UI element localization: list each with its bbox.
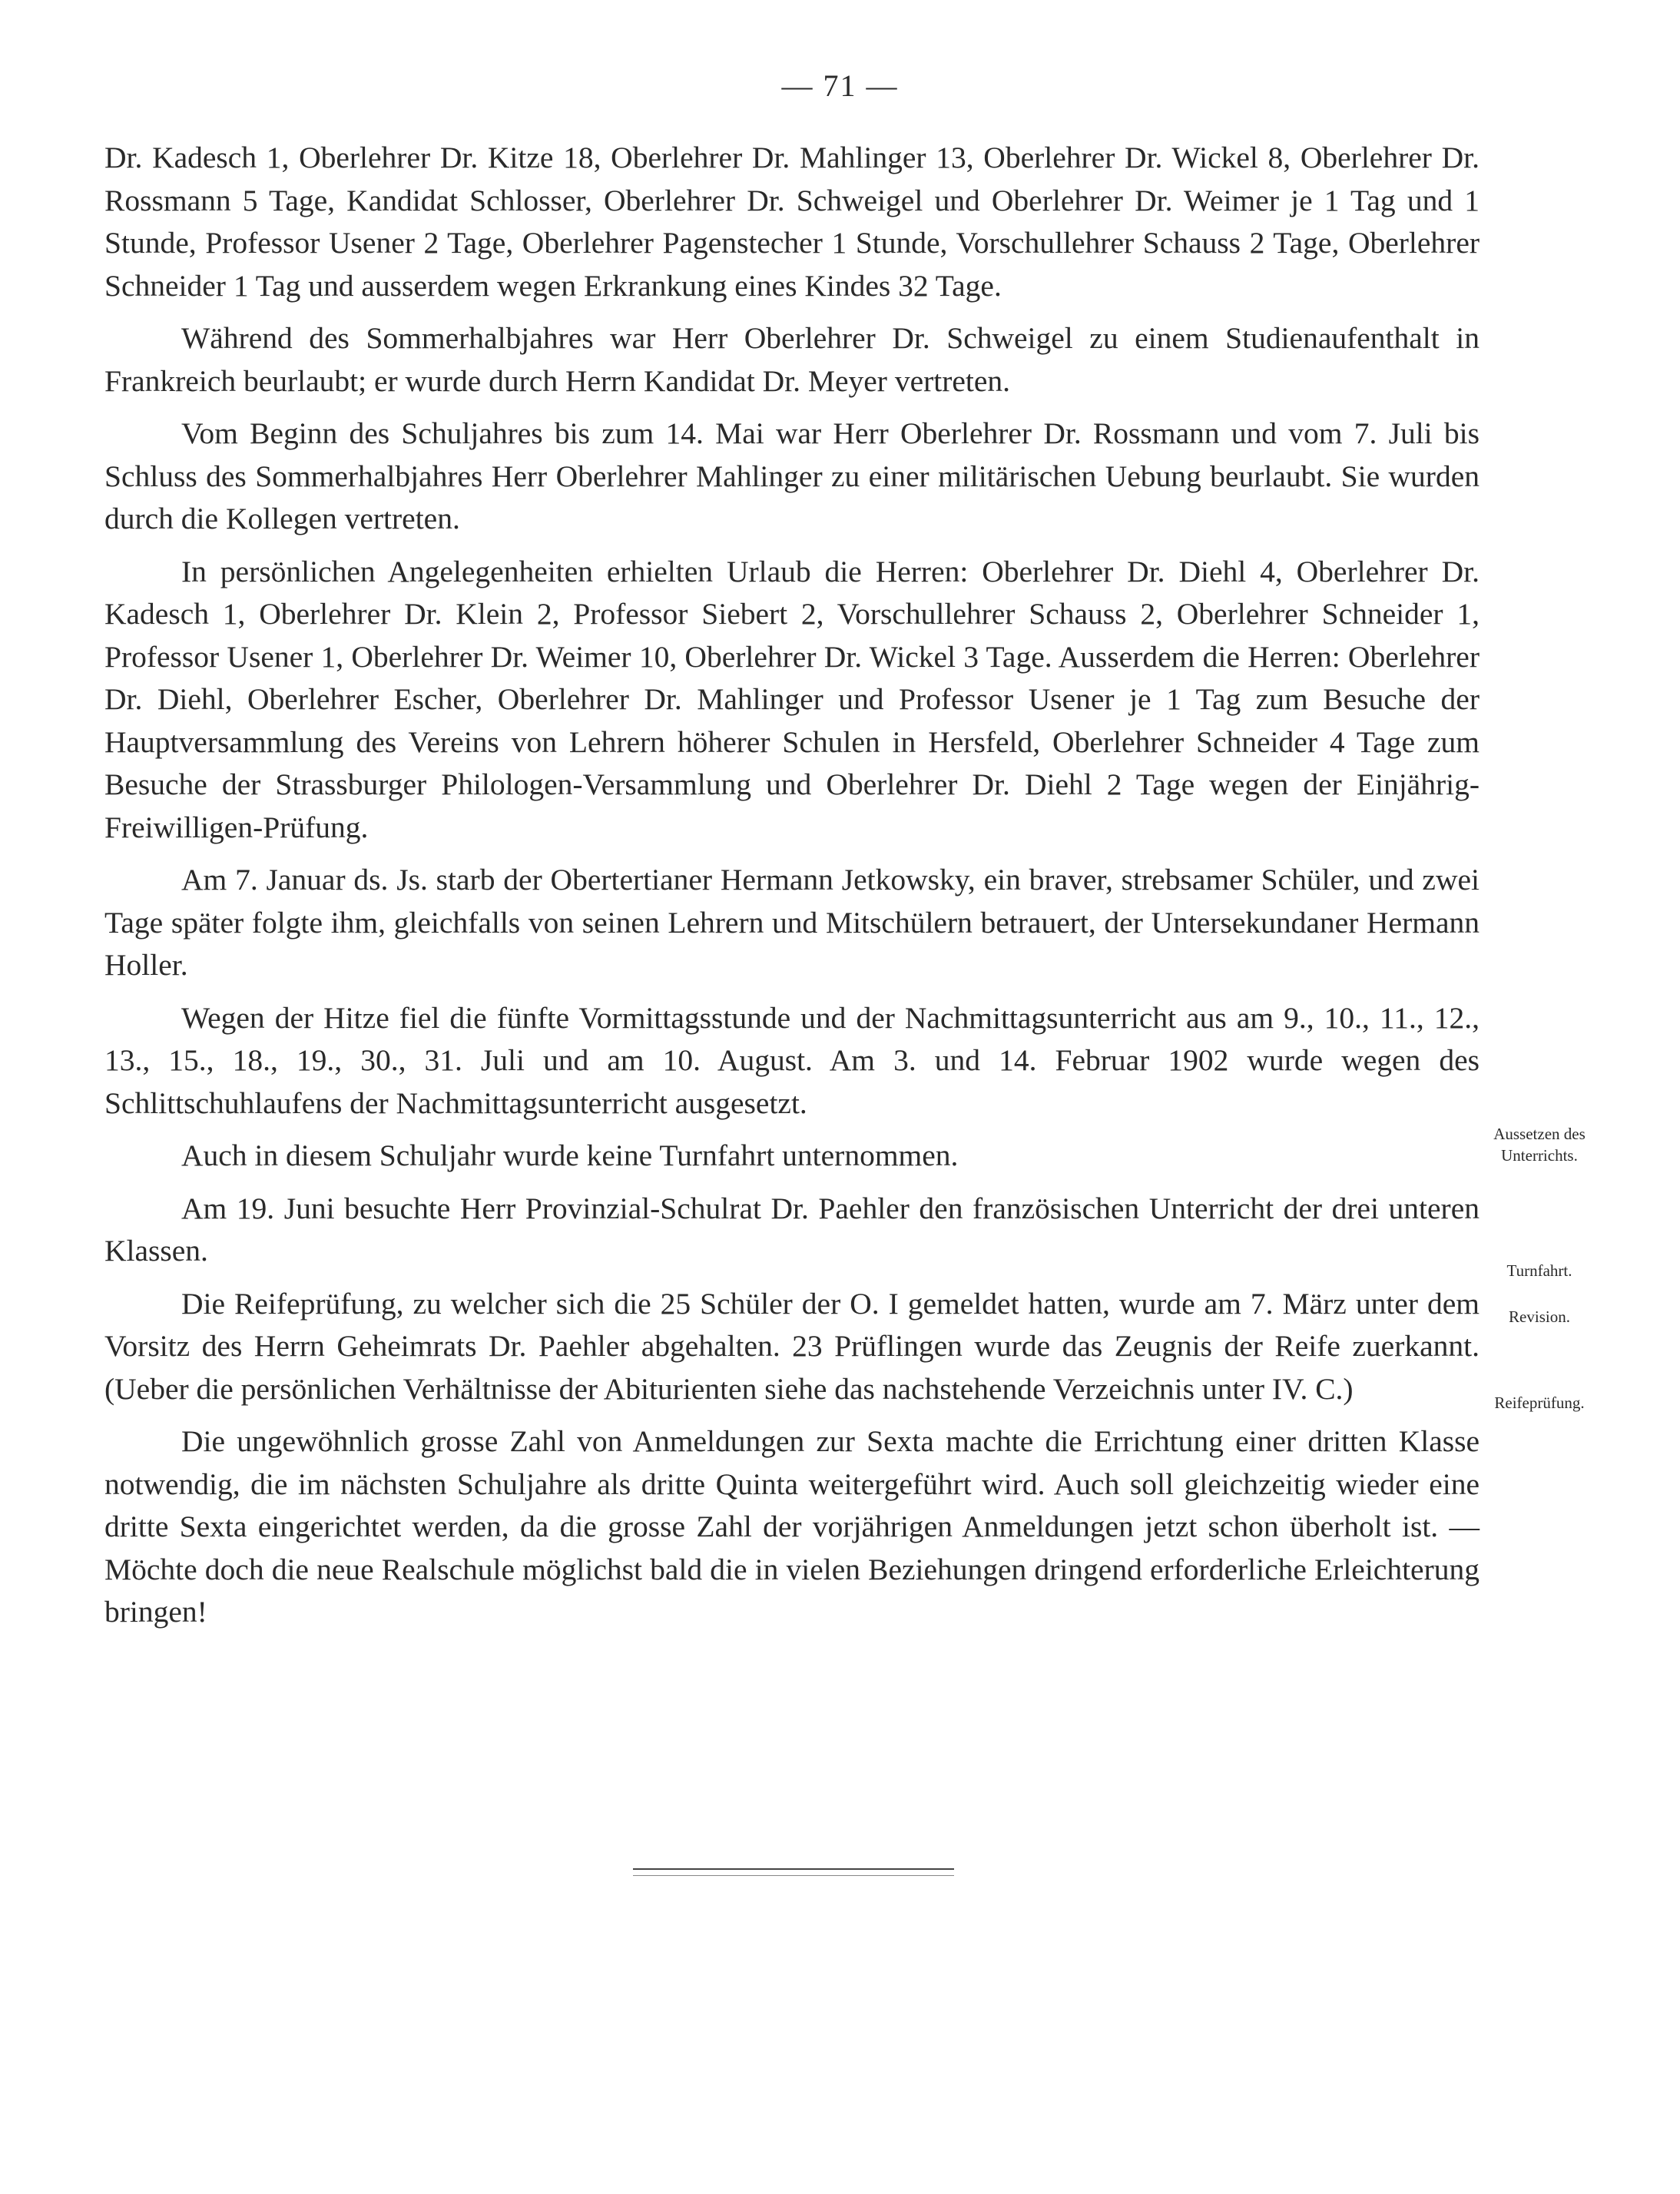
paragraph-absences: Dr. Kadesch 1, Oberlehrer Dr. Kitze 18, Oberlehrer Dr. Mahlinger 13, Oberlehrer Dr. Wickel 8, Oberlehrer Dr. Rossmann 5 Tage, Kandidat Schlosser, Oberlehrer Dr. Schweigel und Oberlehrer Dr. Weimer je 1 Tag und 1 Stunde, Professor Usener 2 Tage, Oberlehrer Pagenstecher 1 Stunde, Vorschullehrer Schauss 2 Tage, Oberlehrer Schneider 1 Tag und ausserdem wegen Erkrankung eines Kindes 32 Tage. [104,141,1480,303]
paragraph-turnfahrt: Auch in diesem Schuljahr wurde keine Turnfahrt unternommen. [181,1138,959,1172]
margin-note-reifepruefung: Reifeprüfung. [1494,1394,1585,1412]
paragraph-reifepruefung: Die Reifeprüfung, zu welcher sich die 25 Schüler der O. I gemeldet hatten, wurde am 7. März unter dem Vorsitz des Herrn Geheimrats Dr. Paehler abgehalten. 23 Prüflingen wurde das Zeugnis der Reife zuerkannt. (Ueber die persönlichen Verhältnisse der Abiturienten siehe das nachstehende Verzeichnis unter IV. C.) [104,1286,1480,1406]
margin-note-aussetzen: Aussetzen des Unterrichts. [1493,1125,1586,1165]
paragraph-new-class: Die ungewöhnlich grosse Zahl von Anmeldungen zur Sexta machte die Errichtung einer dritten Klasse notwendig, die im nächsten Schuljahre als dritte Quinta weitergeführt wird. Auch soll gleichzeitig wieder eine dritte Sexta eingerichtet werden, da die grosse Zahl der vorjährigen Anmeldungen jetzt schon überholt ist. — Möchte doch die neue Realschule möglichst bald die in vielen Beziehungen dringend erforderliche Erleichterung bringen! [104,1424,1480,1629]
body-text [104,137,1480,1644]
page-number: — 71 — [781,68,899,103]
margin-note-revision: Revision. [1509,1307,1570,1326]
paragraph-study-leave: Während des Sommerhalbjahres war Herr Oberlehrer Dr. Schweigel zu einem Studienaufenthalt in Frankreich beurlaubt; er wurde durch Herrn Kandidat Dr. Meyer vertreten. [104,321,1480,398]
paragraph-obituary: Am 7. Januar ds. Js. starb der Obertertianer Hermann Jetkowsky, ein braver, strebsamer Schüler, und zwei Tage später folgte ihm, gleichfalls von seinen Lehrern und Mitschülern betrauert, der Untersekundaner Hermann Holler. [104,863,1480,982]
end-rule-thin [633,1875,954,1876]
paragraph-military-leave: Vom Beginn des Schuljahres bis zum 14. Mai war Herr Oberlehrer Dr. Rossmann und vom 7. Juli bis Schluss des Sommerhalbjahres Herr Oberlehrer Mahlinger zu einer militärischen Uebung beurlaubt. Sie wurden durch die Kollegen vertreten. [104,416,1480,535]
end-rule [633,1868,954,1870]
margin-note-turnfahrt: Turnfahrt. [1506,1261,1572,1280]
paragraph-revision: Am 19. Juni besuchte Herr Provinzial-Schulrat Dr. Paehler den französischen Unterricht der drei unteren Klassen. [104,1191,1480,1268]
paragraph-heat-cancellation: Wegen der Hitze fiel die fünfte Vormittagsstunde und der Nachmittagsunterricht aus am 9., 10., 11., 12., 13., 15., 18., 19., 30., 31. Juli und am 10. August. Am 3. und 14. Februar 1902 wurde wegen des Schlittschuhlaufens der Nachmittagsunterricht ausgesetzt. [104,1000,1480,1120]
paragraph-personal-leave: In persönlichen Angelegenheiten erhielten Urlaub die Herren: Oberlehrer Dr. Diehl 4, Oberlehrer Dr. Kadesch 1, Oberlehrer Dr. Klein 2, Professor Siebert 2, Vorschullehrer Schauss 2, Oberlehrer Schneider 1, Professor Usener 1, Oberlehrer Dr. Weimer 10, Oberlehrer Dr. Wickel 3 Tage. Ausserdem die Herren: Oberlehrer Dr. Diehl, Oberlehrer Escher, Oberlehrer Dr. Mahlinger und Professor Usener je 1 Tag zum Besuche der Hauptversammlung des Vereins von Lehrern höherer Schulen in Hersfeld, Oberlehrer Schneider 4 Tage zum Besuche der Strassburger Philologen-Versammlung und Oberlehrer Dr. Diehl 2 Tage wegen der Einjährig-Freiwilligen-Prüfung. [104,554,1480,844]
